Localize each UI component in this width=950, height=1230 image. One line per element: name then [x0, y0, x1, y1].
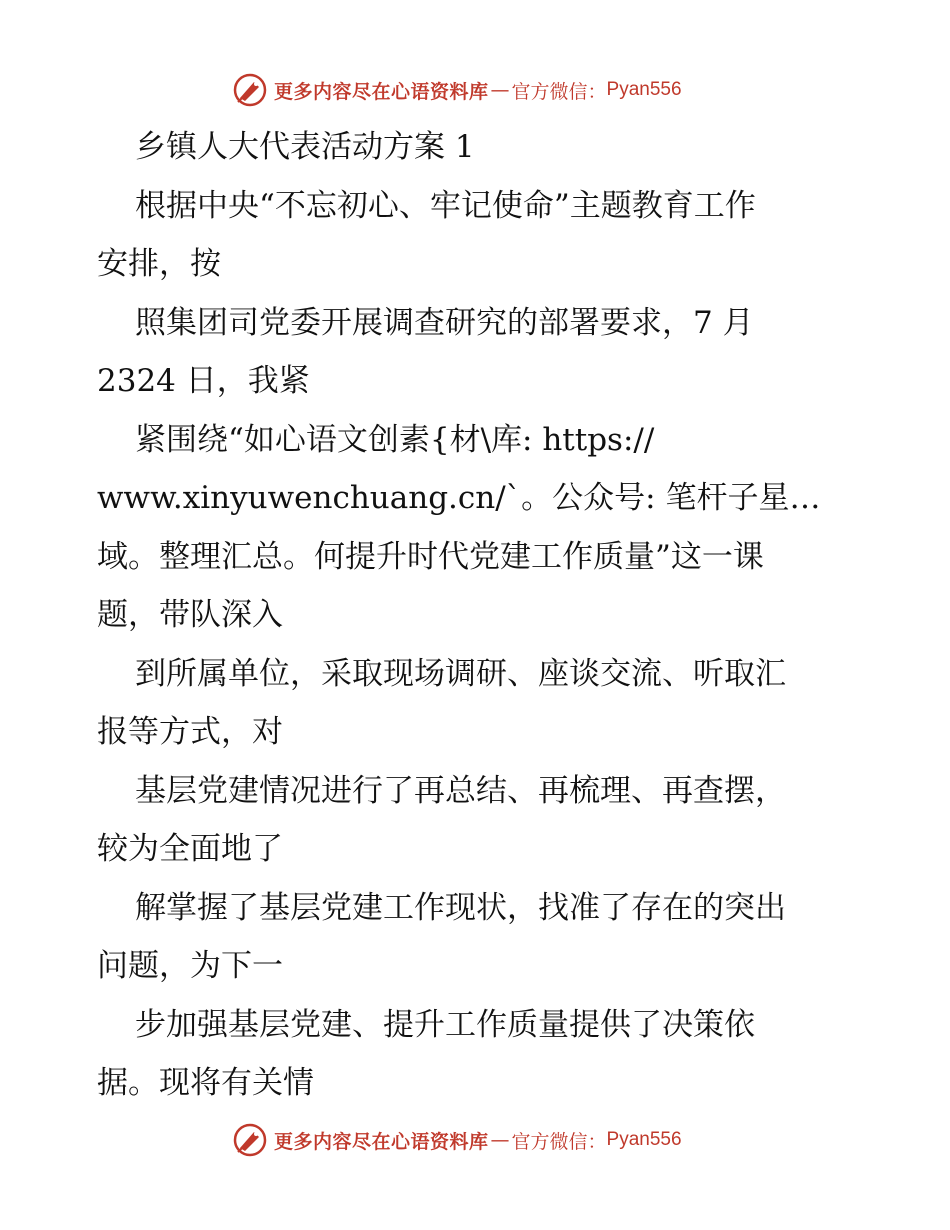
- text-line: 报等方式，对: [97, 714, 283, 750]
- text-line: 域。整理汇总。何提升时代党建工作质量”这一课: [97, 538, 764, 575]
- document-body: [97, 118, 857, 1113]
- text-line: 基层党建情况进行了再总结、再梳理、再查摆，: [135, 772, 786, 809]
- text-line: 到所属单位，采取现场调研、座谈交流、听取汇: [135, 655, 786, 692]
- watermark-wechat-label: 官方微信：: [511, 1130, 607, 1153]
- watermark-dash: —: [490, 1129, 510, 1151]
- watermark-main-text: 更多内容尽在心语资料库: [274, 1130, 489, 1153]
- text-line: 步加强基层党建、提升工作质量提供了决策依: [135, 1006, 755, 1043]
- text-line: 2324 日，我紧: [97, 363, 310, 399]
- watermark-dash: —: [490, 79, 510, 101]
- watermark-main-text: 更多内容尽在心语资料库: [274, 80, 489, 103]
- watermark-wechat-label: 官方微信：: [511, 80, 607, 103]
- document-title: 乡镇人大代表活动方案 1: [135, 129, 475, 165]
- text-line: 题，带队深入: [97, 597, 283, 633]
- watermark-wechat-id: Pyan556: [606, 79, 682, 100]
- text-line: 根据中央“不忘初心、牢记使命”主题教育工作: [135, 187, 756, 224]
- watermark-wechat-id: Pyan556: [606, 1129, 682, 1150]
- header-watermark: [232, 70, 682, 110]
- text-line: www.xinyuwenchuang.cn/`。公众号: 笔杆子星…: [97, 480, 821, 516]
- text-line: 较为全面地了: [97, 831, 283, 867]
- text-line: 解掌握了基层党建工作现状，找准了存在的突出: [135, 889, 786, 926]
- text-line: 问题，为下一: [97, 948, 283, 984]
- pen-nib-logo-icon: [232, 1122, 268, 1158]
- text-line: 安排，按: [97, 246, 221, 282]
- footer-watermark: [232, 1120, 682, 1160]
- text-line: 照集团司党委开展调查研究的部署要求，7 月: [135, 304, 754, 341]
- pen-nib-logo-icon: [232, 72, 268, 108]
- text-line: 紧围绕“如心语文创素{材\库: https://: [135, 421, 655, 458]
- text-line: 据。现将有关情: [97, 1065, 314, 1101]
